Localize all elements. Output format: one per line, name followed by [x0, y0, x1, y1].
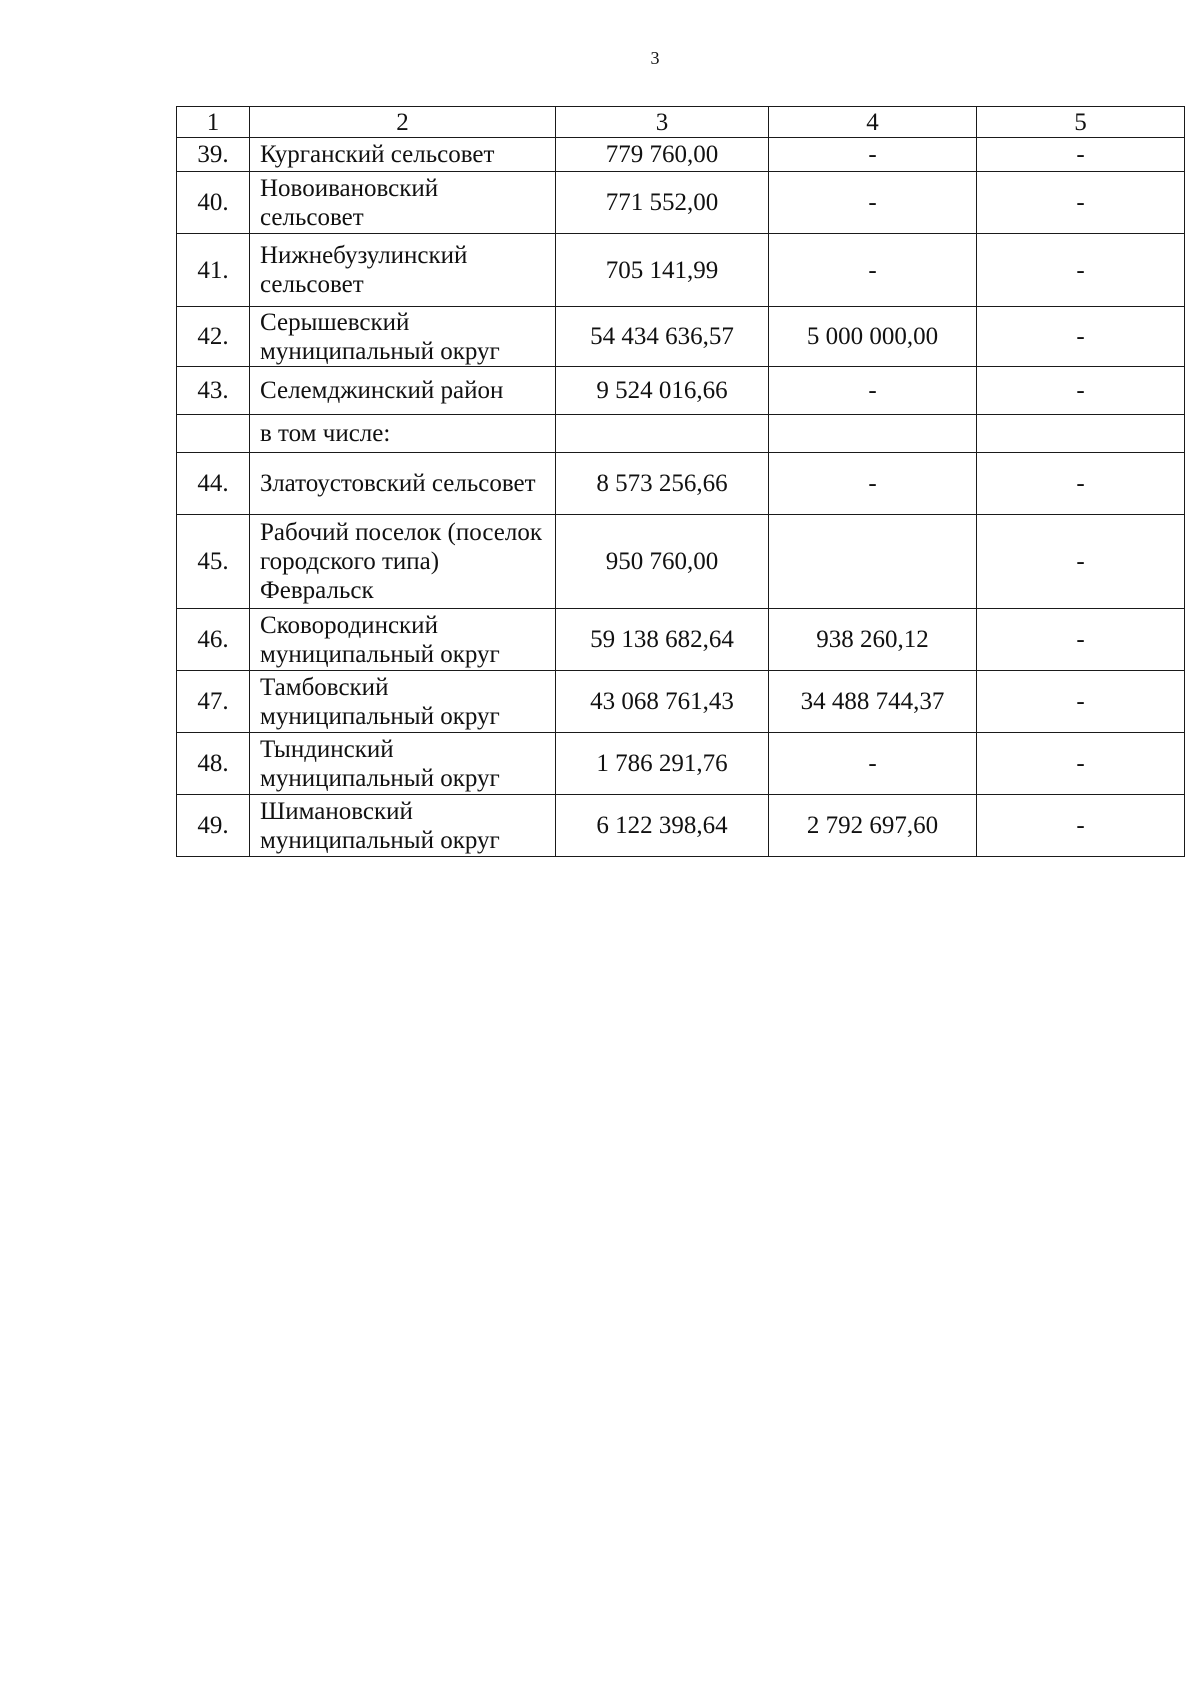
table-row [177, 795, 1185, 857]
amount-col4: - [769, 733, 977, 795]
row-number: 45. [177, 515, 250, 609]
header-cell-1: 1 [177, 107, 250, 138]
amount-col5: - [977, 671, 1185, 733]
municipality-name: Серышевский муниципальный округ [250, 307, 556, 367]
row-number: 49. [177, 795, 250, 857]
table-row [177, 453, 1185, 515]
amount-col5: - [977, 234, 1185, 307]
including-label: в том числе: [250, 415, 556, 453]
amount-col3 [556, 415, 769, 453]
page-number: 3 [650, 48, 660, 68]
municipality-name: Златоустовский сельсовет [250, 453, 556, 515]
row-number: 41. [177, 234, 250, 307]
amount-col3: 950 760,00 [556, 515, 769, 609]
header-cell-2: 2 [250, 107, 556, 138]
header-cell-5: 5 [977, 107, 1185, 138]
municipality-name: Курганский сельсовет [250, 138, 556, 172]
amount-col3: 779 760,00 [556, 138, 769, 172]
amount-col3: 705 141,99 [556, 234, 769, 307]
amount-col5: - [977, 307, 1185, 367]
amount-col4: - [769, 367, 977, 415]
table-row [177, 671, 1185, 733]
header-cell-4: 4 [769, 107, 977, 138]
municipality-name: Рабочий поселок (поселок городского типа) Февральск [250, 515, 556, 609]
table-row [177, 307, 1185, 367]
municipality-name: Новоивановский сельсовет [250, 172, 556, 234]
table-row [177, 138, 1185, 172]
row-number: 40. [177, 172, 250, 234]
table-row [177, 172, 1185, 234]
amount-col5: - [977, 172, 1185, 234]
amount-col3: 6 122 398,64 [556, 795, 769, 857]
row-number: 44. [177, 453, 250, 515]
municipality-name: Тындинский муниципальный округ [250, 733, 556, 795]
amount-col3: 43 068 761,43 [556, 671, 769, 733]
amount-col4: 2 792 697,60 [769, 795, 977, 857]
municipality-name: Сковородинский муниципальный округ [250, 609, 556, 671]
amount-col5: - [977, 138, 1185, 172]
amount-col4: 5 000 000,00 [769, 307, 977, 367]
amount-col3: 9 524 016,66 [556, 367, 769, 415]
amount-col5: - [977, 515, 1185, 609]
amount-col3: 59 138 682,64 [556, 609, 769, 671]
municipality-name: Шимановский муниципальный округ [250, 795, 556, 857]
row-number: 48. [177, 733, 250, 795]
amount-col5: - [977, 367, 1185, 415]
row-number: 46. [177, 609, 250, 671]
table-row [177, 733, 1185, 795]
table-header-row [177, 107, 1185, 138]
table-row [177, 234, 1185, 307]
amount-col4: 34 488 744,37 [769, 671, 977, 733]
amount-col4: - [769, 172, 977, 234]
row-number: 43. [177, 367, 250, 415]
budget-allocation-table [176, 106, 1185, 857]
municipality-name: Нижнебузулинский сельсовет [250, 234, 556, 307]
table-row [177, 367, 1185, 415]
amount-col5 [977, 415, 1185, 453]
table-row [177, 515, 1185, 609]
amount-col4: - [769, 453, 977, 515]
amount-col3: 1 786 291,76 [556, 733, 769, 795]
amount-col3: 8 573 256,66 [556, 453, 769, 515]
municipality-name: Селемджинский район [250, 367, 556, 415]
table-row [177, 609, 1185, 671]
row-number: 42. [177, 307, 250, 367]
table-subheader-row [177, 415, 1185, 453]
amount-col3: 54 434 636,57 [556, 307, 769, 367]
amount-col4: 938 260,12 [769, 609, 977, 671]
amount-col4: - [769, 234, 977, 307]
amount-col4: - [769, 138, 977, 172]
amount-col4 [769, 515, 977, 609]
amount-col5: - [977, 795, 1185, 857]
amount-col5: - [977, 609, 1185, 671]
amount-col4 [769, 415, 977, 453]
amount-col5: - [977, 733, 1185, 795]
row-number: 39. [177, 138, 250, 172]
header-cell-3: 3 [556, 107, 769, 138]
amount-col5: - [977, 453, 1185, 515]
row-number [177, 415, 250, 453]
row-number: 47. [177, 671, 250, 733]
amount-col3: 771 552,00 [556, 172, 769, 234]
municipality-name: Тамбовский муниципальный округ [250, 671, 556, 733]
